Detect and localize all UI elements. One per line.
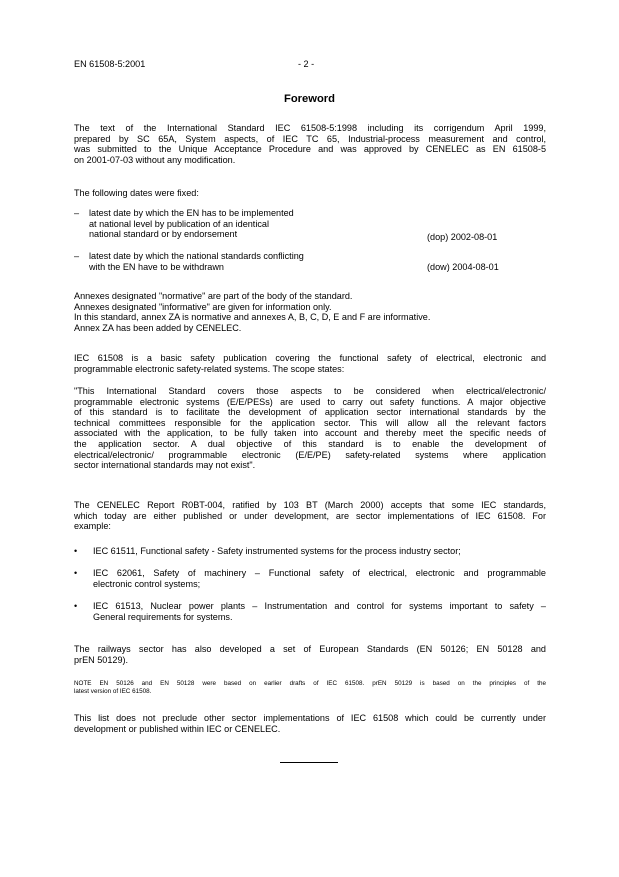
list-item xyxy=(93,601,546,622)
text-line: development or published within IEC or CENELEC. xyxy=(74,723,281,734)
text-line: technical committees responsible for the application sector. This will allow all the relevant factors xyxy=(74,417,546,428)
bullet-marker: • xyxy=(74,601,78,611)
text-line: The text of the International Standard IEC 61508-5:1998 including its corrigendum April 1999, xyxy=(74,123,546,133)
cenelec-report-paragraph xyxy=(74,500,546,532)
text-line: The CENELEC Report R0BT-004, ratified by 103 BT (March 2000) accepts that some IEC standards, xyxy=(74,500,546,510)
text-line: latest version of IEC 61508. xyxy=(74,688,152,695)
dash-marker: – xyxy=(74,208,80,218)
text-line: electrical/electronic/ programmable electronic (E/E/PE) safety-related systems where application xyxy=(74,449,546,460)
text-line: at national level by publication of an identical xyxy=(89,218,269,229)
list-item xyxy=(93,568,546,589)
date-item-text xyxy=(89,251,359,272)
date-code-dow: (dow) 2004-08-01 xyxy=(427,262,499,272)
text-line: Annex ZA has been added by CENELEC. xyxy=(74,322,242,333)
text-line: IEC 61511, Functional safety - Safety instrumented systems for the process industry sector; xyxy=(93,546,461,556)
text-line: example: xyxy=(74,521,111,532)
bullet-marker: • xyxy=(74,546,78,556)
sector-standards-list xyxy=(0,546,619,631)
railways-paragraph xyxy=(74,644,546,665)
text-line: national standard or by endorsement xyxy=(89,229,238,240)
basic-safety-paragraph xyxy=(74,353,546,374)
text-line: "This International Standard covers those aspects to be considered when electrical/electronic/ xyxy=(74,386,546,396)
date-item-text xyxy=(89,208,359,240)
text-line: the application sector. A dual objective of this standard is to enable the development of xyxy=(74,438,546,449)
text-line: IEC 61513, Nuclear power plants – Instrumentation and control for systems important to safety – xyxy=(93,601,546,611)
text-line: NOTE EN 50126 and EN 50128 were based on earlier drafts of IEC 61508. prEN 50129 is based on the principles of the xyxy=(74,680,546,687)
end-rule xyxy=(280,762,338,763)
text-line: In this standard, annex ZA is normative and annexes A, B, C, D, E and F are informative. xyxy=(74,312,431,323)
text-line: prepared by SC 65A, System aspects, of IEC TC 65, Industrial-process measurement and control, xyxy=(74,133,546,144)
text-line: electronic control systems; xyxy=(93,578,201,589)
text-line: latest date by which the EN has to be implemented xyxy=(89,208,294,218)
text-line: programmable electronic safety-related systems. The scope states: xyxy=(74,363,345,374)
text-line: Annexes designated "normative" are part of the body of the standard. xyxy=(74,291,353,301)
bullet-marker: • xyxy=(74,568,78,578)
text-line: This list does not preclude other sector implementations of IEC 61508 which could be currently under xyxy=(74,713,546,723)
text-line: of this standard is to facilitate the development of application sector international standards by the xyxy=(74,407,546,418)
text-line: associated with the application, to be fully taken into account and thereby meet the specific needs of xyxy=(74,428,546,439)
dates-list xyxy=(0,208,619,288)
text-line: programmable electronic systems (E/E/PESs) are used to carry out safety functions. A major objective xyxy=(74,396,546,407)
note xyxy=(74,680,546,696)
document-id: EN 61508-5:2001 xyxy=(74,59,146,69)
text-line: The railways sector has also developed a set of European Standards (EN 50126; EN 50128 and xyxy=(74,644,546,654)
text-line: Annexes designated "informative" are given for information only. xyxy=(74,301,332,312)
text-line: on 2001-07-03 without any modification. xyxy=(74,154,236,165)
section-title: Foreword xyxy=(284,93,335,105)
text-line: General requirements for systems. xyxy=(93,611,233,622)
page-number: - 2 - xyxy=(298,59,315,69)
list-item xyxy=(93,546,546,557)
text-line: with the EN have to be withdrawn xyxy=(89,261,224,272)
text-line: IEC 62061, Safety of machinery – Functional safety of electrical, electronic and programmable xyxy=(93,568,546,578)
text-line: IEC 61508 is a basic safety publication covering the functional safety of electrical, electronic and xyxy=(74,353,546,363)
text-line: latest date by which the national standards conflicting xyxy=(89,251,304,261)
intro-paragraph xyxy=(74,123,546,165)
dates-intro: The following dates were fixed: xyxy=(74,188,199,198)
text-line: prEN 50129). xyxy=(74,654,129,665)
closing-paragraph xyxy=(74,713,546,734)
scope-quote xyxy=(74,386,546,471)
text-line: was submitted to the Unique Acceptance Procedure and was approved by CENELEC as EN 61508-5 xyxy=(74,144,546,155)
date-code-dop: (dop) 2002-08-01 xyxy=(427,232,498,242)
dash-marker: – xyxy=(74,251,80,261)
text-line: which today are either published or under development, are sector implementations of IEC 61508. For xyxy=(74,510,546,521)
annexes-paragraph xyxy=(74,291,546,333)
text-line: sector international standards may not exist". xyxy=(74,460,256,471)
